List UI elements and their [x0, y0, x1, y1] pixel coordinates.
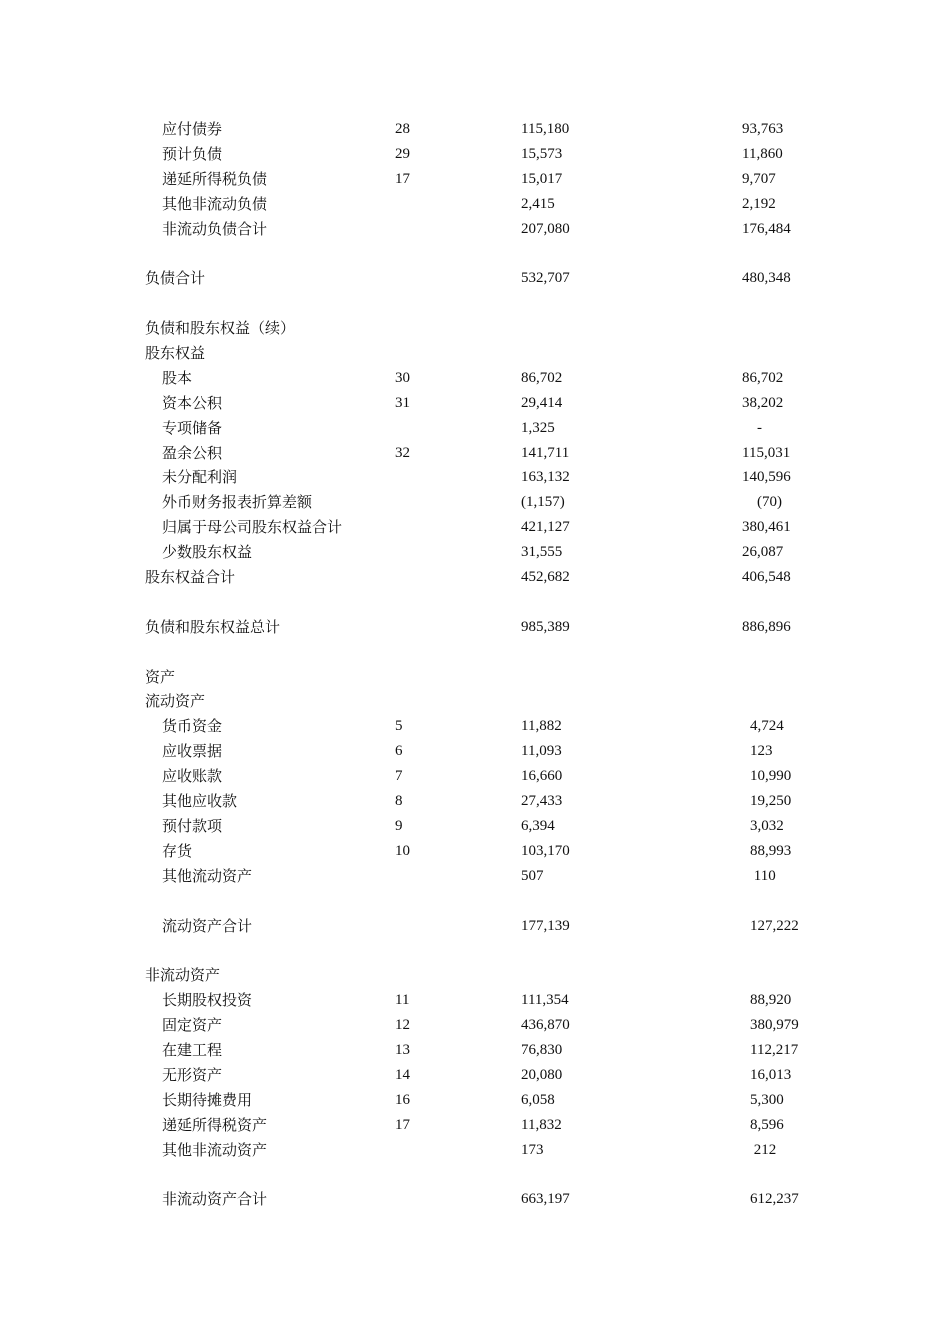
row-label: 股本: [162, 368, 193, 387]
note-ref: 31: [395, 394, 410, 411]
prior-year-value: 93,763: [742, 121, 784, 137]
table-row: [0, 266, 950, 291]
current-year-value: 532,707: [521, 270, 570, 287]
row-label: 非流动资产: [145, 966, 221, 985]
table-row: [0, 615, 950, 640]
prior-year-value: 88,920: [750, 992, 792, 1009]
table-row: [0, 441, 950, 466]
table-row: [0, 714, 950, 739]
note-ref: 7: [395, 768, 403, 785]
spacer-row: [0, 640, 950, 665]
row-label: 应付债券: [162, 120, 223, 138]
row-label: 未分配利润: [162, 468, 238, 487]
note-ref: 16: [395, 1091, 410, 1108]
current-year-value: 6,394: [521, 817, 555, 834]
prior-year-value: 212: [750, 1141, 777, 1158]
table-row: [0, 988, 950, 1013]
row-label: 应收账款: [162, 767, 223, 786]
prior-year-value: 19,250: [750, 793, 792, 810]
table-row: [0, 217, 950, 242]
row-label: 少数股东权益: [162, 543, 253, 562]
table-row: [0, 540, 950, 565]
prior-year-value: 480,348: [742, 270, 791, 287]
spacer-row: [0, 938, 950, 963]
row-label: 外币财务报表折算差额: [162, 493, 313, 512]
table-row: [0, 1063, 950, 1088]
table-row: [0, 814, 950, 839]
row-label: 盈余公积: [162, 443, 223, 462]
row-label: 资本公积: [162, 393, 223, 412]
table-row: [0, 764, 950, 789]
table-row: [0, 416, 950, 441]
row-label: 长期待摊费用: [162, 1090, 253, 1109]
table-row: [0, 366, 950, 391]
table-row: [0, 839, 950, 864]
row-label: 固定资产: [162, 1016, 223, 1035]
prior-year-value: 86,702: [742, 369, 784, 386]
current-year-value: 27,433: [521, 793, 563, 810]
table-row: [0, 1013, 950, 1038]
row-label: 非流动负债合计: [162, 219, 268, 238]
current-year-value: 1,325: [521, 419, 555, 436]
row-label: 归属于母公司股东权益合计: [162, 518, 343, 537]
row-label: 递延所得税资产: [162, 1115, 268, 1134]
spacer-row: [0, 1162, 950, 1187]
current-year-value: 15,017: [521, 170, 563, 187]
table-row: [0, 391, 950, 416]
note-ref: 30: [395, 369, 410, 386]
prior-year-value: 612,237: [750, 1191, 799, 1208]
table-row: [0, 1088, 950, 1113]
prior-year-value: 5,300: [750, 1091, 784, 1108]
prior-year-value: 8,596: [750, 1116, 784, 1133]
prior-year-value: (70): [742, 494, 782, 511]
spacer-row: [0, 291, 950, 316]
current-year-value: 985,389: [521, 618, 570, 635]
prior-year-value: 26,087: [742, 544, 784, 561]
prior-year-value: 176,484: [742, 220, 791, 237]
spacer-row: [0, 889, 950, 914]
current-year-value: 173: [521, 1141, 544, 1158]
row-label: 流动资产合计: [162, 916, 253, 935]
prior-year-value: -: [742, 419, 762, 436]
table-row: [0, 864, 950, 889]
current-year-value: 29,414: [521, 394, 563, 411]
table-row: [0, 1187, 950, 1212]
note-ref: 13: [395, 1041, 410, 1058]
current-year-value: 115,180: [521, 121, 570, 137]
note-ref: 11: [395, 992, 410, 1009]
current-year-value: 20,080: [521, 1066, 563, 1083]
row-label: 其他流动资产: [162, 866, 253, 885]
current-year-value: 31,555: [521, 544, 563, 561]
current-year-value: 663,197: [521, 1191, 570, 1208]
prior-year-value: 38,202: [742, 394, 784, 411]
note-ref: 10: [395, 842, 410, 859]
row-label: 非流动资产合计: [162, 1190, 268, 1209]
prior-year-value: 110: [750, 867, 776, 884]
note-ref: 9: [395, 817, 403, 834]
table-row: [0, 914, 950, 939]
row-label: 长期股权投资: [162, 991, 253, 1010]
prior-year-value: 380,461: [742, 519, 791, 536]
prior-year-value: 4,724: [750, 718, 784, 735]
current-year-value: 111,354: [521, 992, 569, 1009]
prior-year-value: 88,993: [750, 842, 792, 859]
note-ref: 12: [395, 1017, 410, 1034]
table-row: [0, 316, 950, 341]
note-ref: 32: [395, 444, 410, 461]
current-year-value: 207,080: [521, 220, 570, 237]
prior-year-value: 2,192: [742, 195, 776, 212]
current-year-value: (1,157): [521, 494, 565, 511]
row-label: 负债和股东权益总计: [145, 617, 281, 636]
note-ref: 5: [395, 718, 403, 735]
table-row: [0, 142, 950, 167]
current-year-value: 421,127: [521, 519, 570, 536]
prior-year-value: 11,860: [742, 145, 783, 162]
table-row: [0, 167, 950, 192]
note-ref: 28: [395, 121, 410, 137]
row-label: 股东权益: [145, 344, 206, 363]
row-label: 其他非流动负债: [162, 194, 268, 213]
table-row: [0, 192, 950, 217]
row-label: 股东权益合计: [145, 568, 236, 587]
table-row: [0, 1038, 950, 1063]
row-label: 其他应收款: [162, 792, 238, 811]
row-label: 负债和股东权益（续）: [145, 319, 296, 338]
current-year-value: 163,132: [521, 469, 570, 486]
current-year-value: 16,660: [521, 768, 563, 785]
current-year-value: 177,139: [521, 917, 570, 934]
prior-year-value: 886,896: [742, 618, 791, 635]
note-ref: 17: [395, 170, 410, 187]
prior-year-value: 127,222: [750, 917, 799, 934]
current-year-value: 11,832: [521, 1116, 562, 1133]
note-ref: 14: [395, 1066, 410, 1083]
prior-year-value: 10,990: [750, 768, 792, 785]
spacer-row: [0, 241, 950, 266]
current-year-value: 11,882: [521, 718, 562, 735]
row-label: 流动资产: [145, 692, 206, 711]
row-label: 存货: [162, 841, 193, 860]
table-row: [0, 117, 950, 142]
table-row: [0, 689, 950, 714]
row-label: 预计负债: [162, 144, 223, 163]
current-year-value: 76,830: [521, 1041, 563, 1058]
note-ref: 6: [395, 743, 403, 760]
note-ref: 17: [395, 1116, 410, 1133]
prior-year-value: 380,979: [750, 1017, 799, 1034]
row-label: 在建工程: [162, 1040, 223, 1059]
row-label: 负债合计: [145, 269, 206, 288]
table-row: [0, 1113, 950, 1138]
current-year-value: 507: [521, 867, 544, 884]
current-year-value: 86,702: [521, 369, 563, 386]
current-year-value: 436,870: [521, 1017, 570, 1034]
prior-year-value: 115,031: [742, 444, 791, 461]
table-row: [0, 739, 950, 764]
row-label: 专项储备: [162, 418, 223, 437]
prior-year-value: 112,217: [750, 1041, 799, 1058]
table-row: [0, 1138, 950, 1163]
prior-year-value: 3,032: [750, 817, 784, 834]
row-label: 资产: [145, 667, 176, 686]
row-label: 预付款项: [162, 816, 223, 835]
current-year-value: 141,711: [521, 444, 570, 461]
current-year-value: 2,415: [521, 195, 555, 212]
table-row: [0, 341, 950, 366]
prior-year-value: 406,548: [742, 569, 791, 586]
row-label: 递延所得税负债: [162, 169, 268, 188]
table-row: [0, 789, 950, 814]
table-row: [0, 515, 950, 540]
current-year-value: 6,058: [521, 1091, 555, 1108]
prior-year-value: 123: [750, 743, 773, 760]
prior-year-value: 9,707: [742, 170, 776, 187]
current-year-value: 15,573: [521, 145, 563, 162]
spacer-row: [0, 590, 950, 615]
row-label: 应收票据: [162, 742, 223, 761]
prior-year-value: 16,013: [750, 1066, 792, 1083]
note-ref: 29: [395, 145, 410, 162]
row-label: 货币资金: [162, 717, 223, 736]
balance-sheet-table: [0, 117, 950, 1212]
table-row: [0, 565, 950, 590]
current-year-value: 452,682: [521, 569, 570, 586]
row-label: 无形资产: [162, 1065, 223, 1084]
table-row: [0, 963, 950, 988]
note-ref: 8: [395, 793, 403, 810]
current-year-value: 103,170: [521, 842, 570, 859]
row-label: 其他非流动资产: [162, 1140, 268, 1159]
current-year-value: 11,093: [521, 743, 562, 760]
prior-year-value: 140,596: [742, 469, 791, 486]
table-row: [0, 490, 950, 515]
table-row: [0, 465, 950, 490]
table-row: [0, 665, 950, 690]
